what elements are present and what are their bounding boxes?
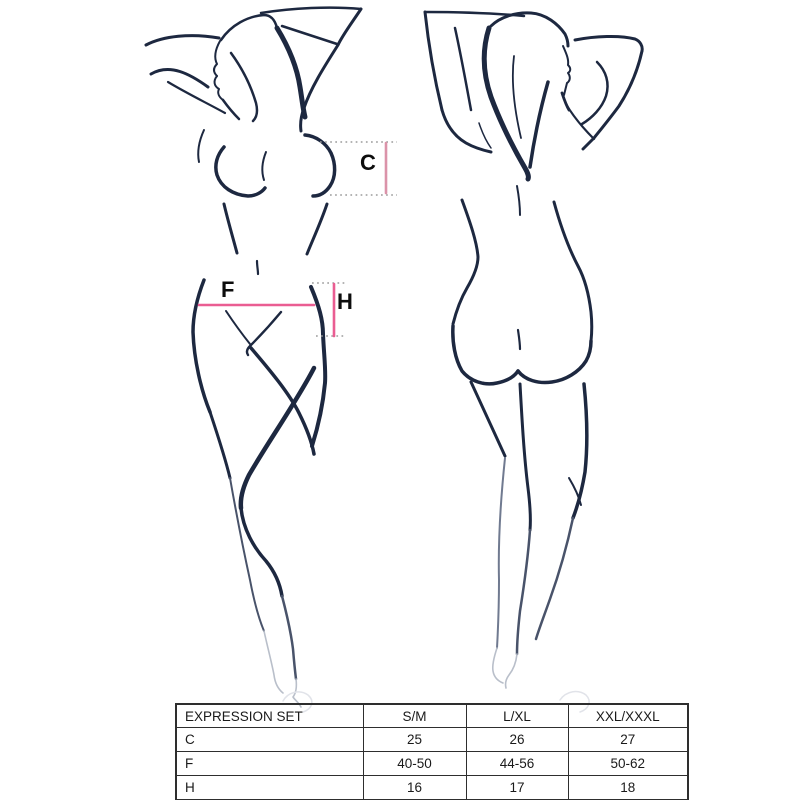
row-label-cell: C [176,728,363,752]
bust-label-c: C [360,150,376,175]
value-cell: 26 [466,728,568,752]
table-row-bust [176,728,688,752]
hip-height-label-h: H [337,289,353,314]
value-cell: 17 [466,776,568,800]
size-header-lxl: L/XL [466,704,568,728]
hip-label-f: F [221,277,235,302]
back-figure-lower-legs [517,518,573,654]
size-header-sm: S/M [363,704,466,728]
table-row-hip-width [176,752,688,776]
value-cell: 44-56 [466,752,568,776]
value-cell: 16 [363,776,466,800]
front-figure [146,8,361,596]
size-header-xxl: XXL/XXXL [568,704,688,728]
value-cell: 27 [568,728,688,752]
size-table-header-row [176,704,688,728]
value-cell: 25 [363,728,466,752]
value-cell: 50-62 [568,752,688,776]
back-figure-far-leg [497,458,505,648]
row-label-cell: H [176,776,363,800]
table-row-hip-height [176,776,688,800]
product-name-header: EXPRESSION SET [176,704,363,728]
row-label-cell: F [176,752,363,776]
size-table [175,703,689,800]
back-figure-feet [493,648,517,688]
back-figure [425,12,642,530]
value-cell: 40-50 [363,752,466,776]
value-cell: 18 [568,776,688,800]
